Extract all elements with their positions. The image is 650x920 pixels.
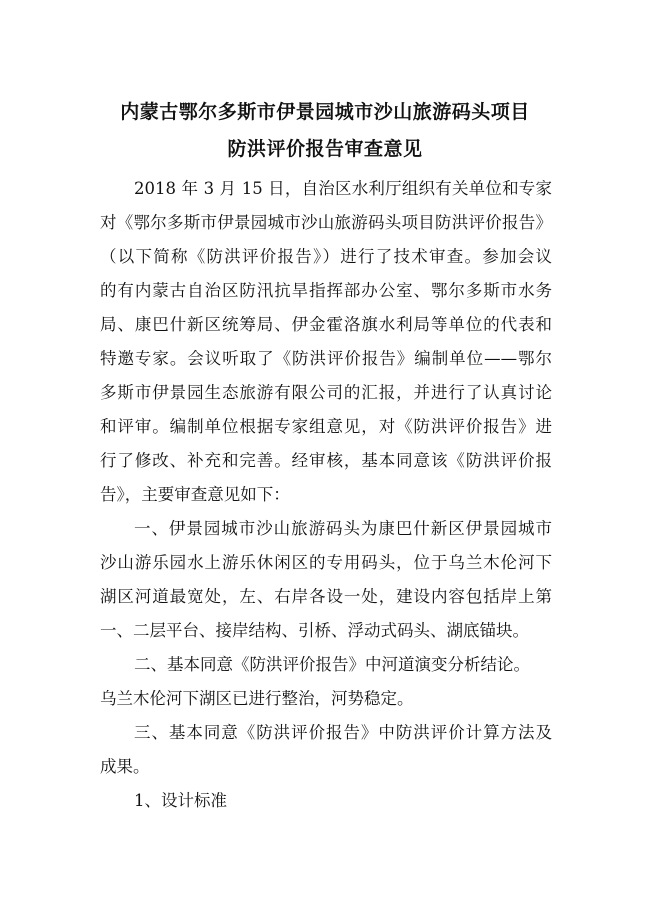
paragraph-line: （以下简称《防洪评价报告》）进行了技术审查。参加会议 <box>100 247 552 266</box>
document-subtitle: 防洪评价报告审查意见 <box>227 138 423 160</box>
paragraph-line: 特邀专家。会议听取了《防洪评价报告》编制单位——鄂尔 <box>100 349 552 368</box>
paragraph-line: 对《鄂尔多斯市伊景园城市沙山旅游码头项目防洪评价报告》 <box>100 213 552 232</box>
paragraph-line: 的有内蒙古自治区防汛抗旱指挥部办公室、鄂尔多斯市水务 <box>100 281 552 300</box>
paragraph-line: 湖区河道最宽处，左、右岸各设一处，建设内容包括岸上第 <box>100 587 552 606</box>
paragraph-line: 二、基本同意《防洪评价报告》中河道演变分析结论。 <box>134 655 530 674</box>
paragraph-line: 三、基本同意《防洪评价报告》中防洪评价计算方法及 <box>134 723 552 742</box>
paragraph-line: 局、康巴什新区统筹局、伊金霍洛旗水利局等单位的代表和 <box>100 315 552 334</box>
paragraph-line: 告》，主要审查意见如下： <box>100 485 290 504</box>
paragraph-line: 乌兰木伦河下湖区已进行整治，河势稳定。 <box>100 689 414 708</box>
paragraph-line: 多斯市伊景园生态旅游有限公司的汇报，并进行了认真讨论 <box>100 383 552 402</box>
paragraph-line: 2018 年 3 月 15 日，自治区水利厅组织有关单位和专家 <box>134 179 552 198</box>
paragraph-line: 沙山游乐园水上游乐休闲区的专用码头，位于乌兰木伦河下 <box>100 553 552 572</box>
document-title: 内蒙古鄂尔多斯市伊景园城市沙山旅游码头项目 <box>120 101 530 123</box>
paragraph-line: 和评审。编制单位根据专家组意见，对《防洪评价报告》进 <box>100 417 552 436</box>
paragraph-line: 行了修改、补充和完善。经审核，基本同意该《防洪评价报 <box>100 451 552 470</box>
paragraph-line: 成果。 <box>100 757 150 776</box>
section-heading: 1、设计标准 <box>134 791 227 810</box>
paragraph-line: 一、二层平台、接岸结构、引桥、浮动式码头、湖底锚块。 <box>100 621 529 640</box>
paragraph-line: 一、伊景园城市沙山旅游码头为康巴什新区伊景园城市 <box>134 519 552 538</box>
